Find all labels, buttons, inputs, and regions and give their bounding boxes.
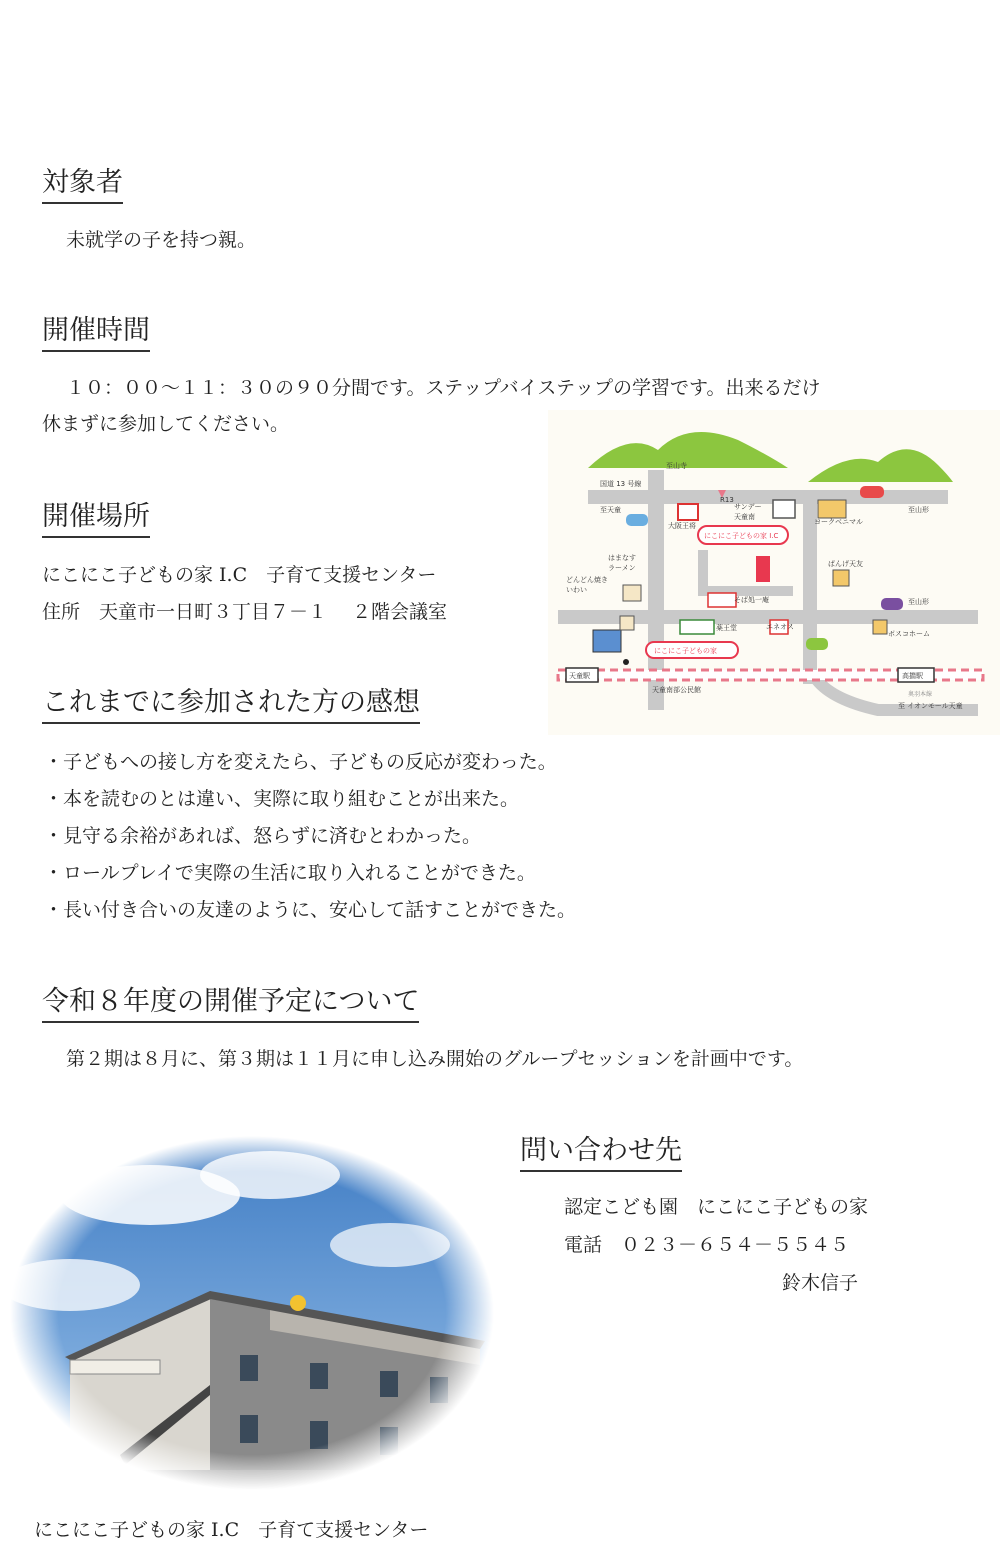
place-name: にこにこ子どもの家 I.C 子育て支援センター <box>42 564 437 586</box>
contact-person: 鈴木信子 <box>782 1272 859 1294</box>
feedback-item: ・見守る余裕があれば、怒らずに済むとわかった。 <box>44 825 482 847</box>
building-photo <box>10 1135 494 1490</box>
road-small-2 <box>698 550 708 590</box>
time-line1: １０：００～１１：３０の９０分間です。ステップバイステップの学習です。出来るだけ <box>66 377 821 399</box>
label-dondon: どんどん焼き <box>566 576 608 584</box>
contact-org: 認定こども園 にこにこ子どもの家 <box>564 1196 869 1218</box>
feedback-item: ・本を読むのとは違い、実際に取り組むことが出来た。 <box>44 788 520 810</box>
target-heading: 対象者 <box>42 166 123 204</box>
label-nikoniko-ic: にこにこ子どもの家 I.C <box>704 532 779 540</box>
road-east-vertical <box>803 504 817 684</box>
feedback-item: ・長い付き合いの友達のように、安心して話すことができた。 <box>44 899 577 921</box>
label-aeon: 至 イオンモール天童 <box>898 702 963 710</box>
label-tendo-station: 天童駅 <box>569 672 590 680</box>
label-hamanasu: はまなす <box>608 554 636 562</box>
label-kominkan: 天童南部公民館 <box>652 686 701 694</box>
building-hamanasu <box>623 585 641 601</box>
label-hamanasu2: ラーメン <box>608 564 636 572</box>
road-route13 <box>588 490 948 504</box>
label-route13: 国道 13 号線 <box>600 480 642 488</box>
place-heading: 開催場所 <box>42 500 150 538</box>
label-takatama-station: 高擶駅 <box>902 672 923 680</box>
access-map <box>548 410 1000 735</box>
contact-heading: 問い合わせ先 <box>520 1134 682 1172</box>
label-r13: R13 <box>720 496 734 504</box>
label-jr: 奥羽本線 <box>908 691 933 698</box>
label-sunday2: 天童南 <box>734 513 755 521</box>
label-to-tendo: 至天童 <box>600 506 621 514</box>
window <box>240 1415 258 1443</box>
cloud <box>330 1223 450 1267</box>
car-purple-icon <box>881 598 903 610</box>
logo-mark <box>290 1295 306 1311</box>
contact-phone: 電話 ０２３－６５４－５５４５ <box>564 1234 850 1256</box>
place-address: 住所 天童市一日町３丁目７－１ ２階会議室 <box>42 601 448 623</box>
building-osaka-ohsho <box>678 504 698 520</box>
label-to-yamadera: 至山寺 <box>666 462 687 470</box>
label-to-yamagata-2: 至山形 <box>908 598 929 606</box>
window <box>310 1363 328 1389</box>
building-dondon <box>620 616 634 630</box>
window <box>430 1377 448 1403</box>
time-line2: 休まずに参加してください。 <box>42 413 290 435</box>
building-bosco <box>873 620 887 634</box>
building-sunday <box>773 500 795 518</box>
label-panpuku: ぱんげ天友 <box>828 560 863 568</box>
ground <box>10 1470 494 1490</box>
location-dot <box>623 659 629 665</box>
label-eneos: エネオス <box>766 623 794 631</box>
building-kominkan <box>593 630 621 652</box>
feedback-item: ・ロールプレイで実際の生活に取り入れることができた。 <box>44 862 536 884</box>
label-yakuodo: 薬王堂 <box>716 624 737 632</box>
label-nikoniko: にこにこ子どもの家 <box>654 647 717 655</box>
cloud <box>200 1151 340 1199</box>
car-red-icon <box>860 486 884 498</box>
label-to-yamagata-1: 至山形 <box>908 506 929 514</box>
car-green-icon <box>806 638 828 650</box>
window <box>240 1355 258 1381</box>
building-nikoniko-ic <box>756 556 770 582</box>
car-blue-icon <box>626 514 648 526</box>
feedback-heading: これまでに参加された方の感想 <box>42 686 420 724</box>
building-yakuodo <box>680 620 714 634</box>
building-sign <box>70 1360 160 1374</box>
time-heading: 開催時間 <box>42 314 150 352</box>
window <box>380 1427 398 1455</box>
label-yorkbenimaru: ヨークベニマル <box>814 518 863 526</box>
feedback-item: ・子どもへの接し方を変えたら、子どもの反応が変わった。 <box>44 751 557 773</box>
window <box>380 1371 398 1397</box>
schedule-heading: 令和８年度の開催予定について <box>42 985 419 1023</box>
photo-caption: にこにこ子どもの家 I.C 子育て支援センター <box>34 1519 429 1541</box>
building-soba <box>708 593 736 607</box>
building-yorkbenimaru <box>818 500 846 518</box>
label-dondon2: いわい <box>566 586 587 594</box>
target-text: 未就学の子を持つ親。 <box>66 229 257 251</box>
label-soba: そば処一庵 <box>734 596 769 604</box>
building-panpuku <box>833 570 849 586</box>
schedule-text: 第２期は８月に、第３期は１１月に申し込み開始のグループセッションを計画中です。 <box>66 1048 804 1070</box>
label-osaka-ohsho: 大阪王将 <box>668 522 696 530</box>
label-sunday: サンデー <box>734 503 762 511</box>
window <box>310 1421 328 1449</box>
label-boscohome: ボスコホーム <box>888 630 930 638</box>
